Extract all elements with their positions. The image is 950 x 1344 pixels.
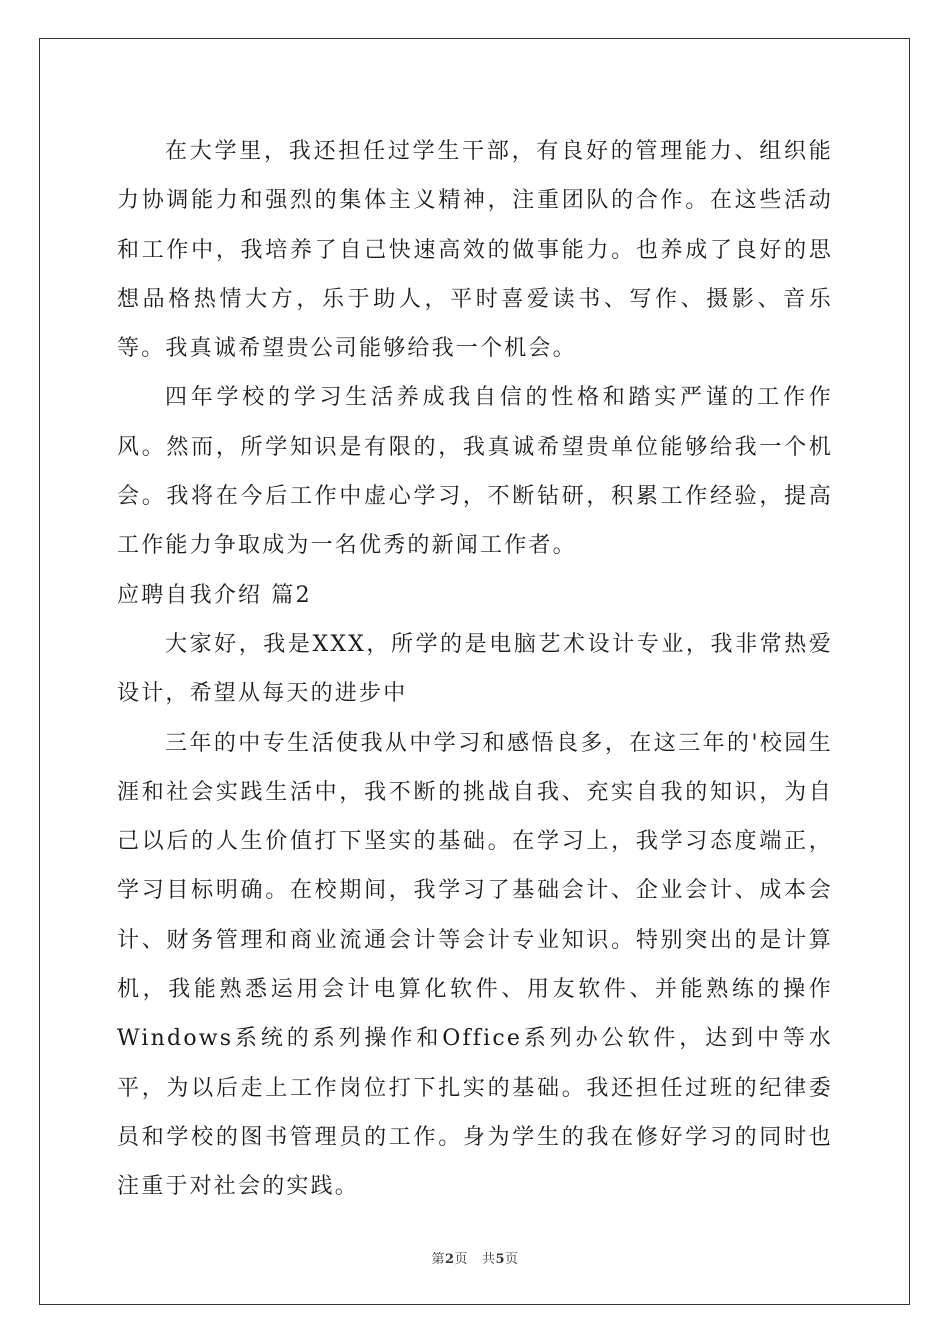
paragraph-three-years: 三年的中专生活使我从中学习和感悟良多，在这三年的'校园生涯和社会实践生活中，我不断的挑战自我、充实自我的知识，为自己以后的人生价值打下坚实的基础。在学习上，我学习态度端正，学习目标明确。在校期间，我学习了基础会计、企业会计、成本会计、财务管理和商业流通会计等会计专业知识。特别突出的是计算机，我能熟悉运用会计电算化软件、用友软件、并能熟练的操作Windows系统的系列操作和Office系列办公软件，达到中等水平，为以后走上工作岗位打下扎实的基础。我还担任过班的纪律委员和学校的图书管理员的工作。身为学生的我在修好学习的同时也注重于对社会的实践。 (117, 730, 833, 1200)
paragraph-four-years: 四年学校的学习生活养成我自信的性格和踏实严谨的工作作风。然而，所学知识是有限的，我真诚希望贵单位能够给我一个机会。我将在今后工作中虚心学习，不断钻研，积累工作经验，提高工作能力争取成为一名优秀的新闻工作者。 (117, 385, 833, 559)
footer-page-suffix: 页 (454, 1252, 469, 1267)
page-footer (0, 1248, 950, 1267)
footer-total-suffix: 页 (505, 1252, 519, 1267)
footer-total-prefix: 共 (481, 1252, 496, 1267)
document-body (117, 127, 833, 1212)
section-heading: 应聘自我介绍 篇2 (117, 582, 312, 608)
footer-page-number: 2 (444, 1252, 455, 1267)
footer-prefix: 第 (431, 1252, 445, 1267)
paragraph-student-cadre: 在大学里，我还担任过学生干部，有良好的管理能力、组织能力协调能力和强烈的集体主义精神，注重团队的合作。在这些活动和工作中，我培养了自己快速高效的做事能力。也养成了良好的思想品格热情大方，乐于助人，平时喜爱读书、写作、摄影、音乐等。我真诚希望贵公司能够给我一个机会。 (117, 139, 833, 362)
footer-total-pages: 5 (495, 1252, 506, 1267)
paragraph-greeting: 大家好，我是XXX，所学的是电脑艺术设计专业，我非常热爱设计，希望从每天的进步中 (117, 631, 833, 707)
